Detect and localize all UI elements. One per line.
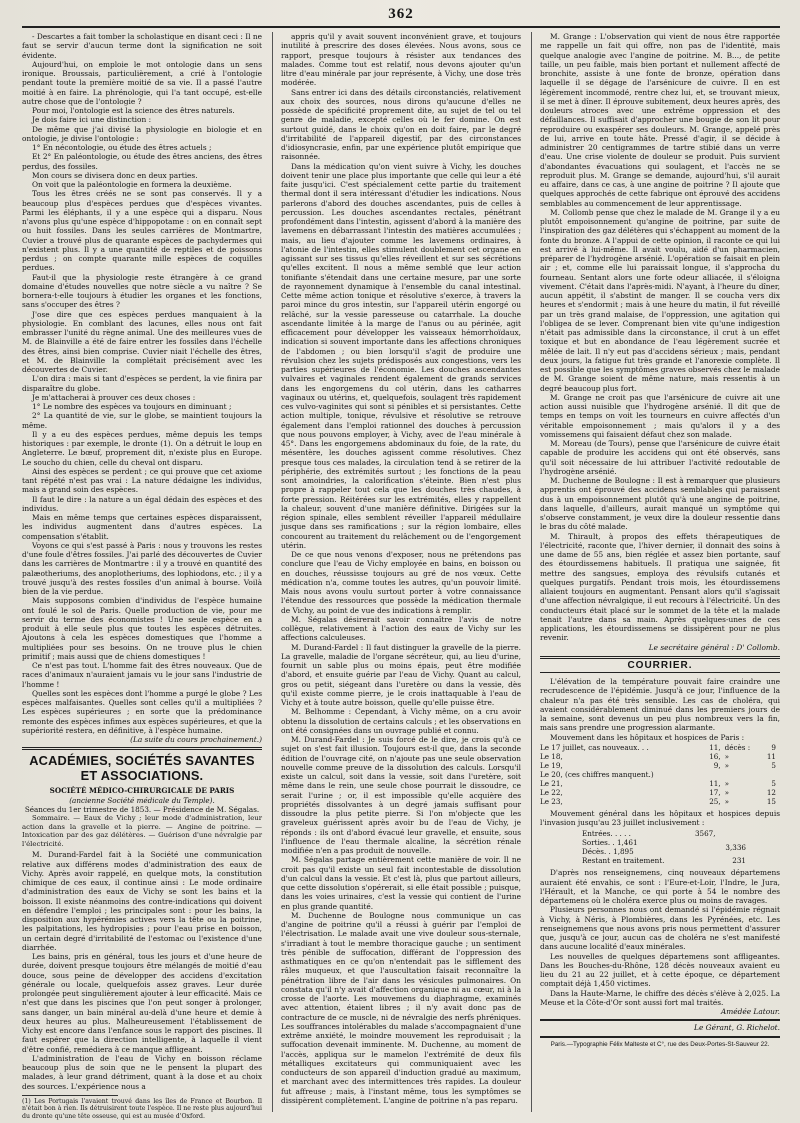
paragraph: 2° La quantité de vie, sur le globe, se maintient toujours la même. (22, 411, 262, 430)
totals-table (580, 829, 748, 865)
stats-row (540, 770, 780, 779)
stats-date: Le 21, (540, 778, 563, 788)
paragraph: 1° Le nombre des espèces va toujours en diminuant ; (32, 402, 232, 411)
paragraph: Aujourd'hui, on emploie le mot ontologie dans un sens ironique. Broussais, particulièrement, a crié à l'ontologie pendant toute la première moitié de sa vie. Il a passé l'autre moitié à en faire. La phrénologie, qui l'a tant occupé, est-elle autre chose que de l'ontologie ? (22, 59, 262, 106)
stats-date: Le 22, (540, 787, 563, 797)
society-former-name: (ancienne Société médicale du Temple). (69, 795, 215, 805)
courrier-signature: Amédée Latour. (720, 1007, 780, 1016)
paragraph: M. Thirault, à propos des effets thérapeutiques de l'électricité, raconte que, l'hiver dernier, il donnait des soins à une dame de 55 ans, bien réglée et assez bien portante, sauf des étourdissemens habituels. Il pratiqua une saignée, fit mettre des sangsues, employa des révulsifs cutanés et quelques purgatifs. Pendant trois mois, les étourdissemens allaient toujours en augmentant. Pensant alors qu'il s'agissait d'une affection névralgique, il eut recours à l'électricité. Un des conducteurs était placé sur le sommet de la tête et la malade tenait l'autre dans sa main. Après quelques-unes de ces applications, les étourdissemens se dissipèrent pour ne plus revenir. (540, 531, 780, 643)
paragraph: Quelles sont les espèces dont l'homme a purgé le globe ? Les espèces malfaisantes. Quelles sont celles qu'il a multipliées ? Les espèces supérieures ; en sorte que la prédominance remonte des espèces infimes aux espèces supérieures, et que la supériorité restera, en définitive, à l'espèce humaine. (22, 688, 262, 735)
stats-row (540, 761, 780, 770)
paragraph: Je dois faire ici une distinction : (32, 115, 152, 125)
stats-row (540, 743, 780, 752)
stats-date: Le 23, (540, 796, 563, 806)
stats-deaths: 5 (771, 778, 776, 788)
summary: Sommaire. — Eaux de Vichy ; leur mode d'administration, leur action dans la gravelle et la pierre. — Angine de poitrine. — Intoxication par des gaz délétères. — Guérison d'une névralgie par l'électricité. (22, 814, 262, 848)
stats-deaths: 15 (766, 796, 776, 806)
columns (22, 32, 780, 1121)
paragraph: M. Durand-Fardel : Il faut distinguer la gravelle de la pierre. La gravelle, maladie de l'organe sécréteur, qui, au lieu d'urine, fournit un sable plus ou moins épais, peut être modifiée d'abord, et ensuite guérie par l'eau de Vichy. Quant au calcul, gros ou petit, siégeant dans l'uretère ou dans la vessie, dès qu'il existe comme pierre, je le crois inattaquable à l'eau de Vichy et à toute autre boisson, quelle qu'elle puisse être. (281, 642, 521, 707)
stats-deaths-label (725, 770, 762, 779)
paragraph: M. Durand-Fardel fait à la Société une communication relative aux différens modes d'administration des eaux de Vichy. Après avoir rappelé, en quelque mots, la constitution chimique de ces eaux, il continue ainsi : Le mode ordinaire d'administration des eaux de Vichy se sont les bains et la boisson. Il existe néanmoins des contre-indications qui doivent en défendre l'emploi ; les principales sont : pour les bains, la disposition aux hypérémies actives vers la tête ou la poitrine, les palpitations, les hydropisies ; pour l'eau prise en boisson, un certain degré d'irritabilité de l'estomac ou l'existence d'une diarrhée. (22, 850, 262, 952)
courrier-header (540, 656, 780, 673)
lecture-text (22, 32, 262, 735)
paragraph: Il y a eu des espèces perdues, même depuis les temps historiques : par exemple, le dronte (1). On a détruit le loup en Angleterre. Le bœuf, proprement dit, n'existe plus en Europe. Le soucho du chien, celle du cheval ont disparu. (22, 429, 262, 467)
column-3 (531, 32, 780, 1112)
footnote: (1) Les Portugais l'avaient trouvé dans les îles de France et Bourbon. Il n'était bon à rien. Ils détruisirent toute l'espèce. Il ne reste plus aujourd'hui du dronte qu'une tête osseuse, qui est au musée d'Oxford. (22, 1097, 262, 1121)
stats-cases: 17, (709, 787, 721, 797)
discussion-text (540, 32, 780, 643)
paragraph: Ce n'est pas tout. L'homme fait des êtres nouveaux. Que de races d'animaux n'auraient jamais vu le jour sans l'industrie de l'homme ! (22, 661, 262, 689)
paragraph: Et 2° En paléontologie, ou étude des êtres anciens, des êtres perdus, des fossiles. (22, 152, 262, 171)
paragraph: Pour moi, l'ontologie est la science des êtres naturels. (32, 106, 235, 115)
header-rule (22, 26, 780, 28)
paragraph: L'administration de l'eau de Vichy en boisson réclame beaucoup plus de soin que ne le pensent la plupart des malades, à leur grand détriment, quant à la dose et au choix des sources. L'expérience nous a (22, 1053, 262, 1091)
academies-heading: ACADÉMIES, SOCIÉTÉS SAVANTES ET ASSOCIATIONS. (29, 753, 255, 784)
paragraph: Mais supposons combien d'individus de l'espèce humaine ont foulé le sol de Paris. Quelle production de vie, pour me servir du terme des économistes ! Une seule espèce en a produit à elle seule plus que toutes les espèces détruites. Ajoutons à cela les espèces domestiques que l'homme a multipliées pour ses besoins. On ne trouve plus le chien primitif ; mais aussi que de chiens domestiques ! (22, 596, 262, 661)
stats-row (540, 752, 780, 761)
footer-rule (540, 1019, 780, 1021)
entries-row (580, 829, 748, 838)
stats-row (540, 779, 780, 788)
paragraph: De même que j'ai divisé la physiologie en biologie et en ontologie, je divise l'ontologie : (22, 124, 262, 143)
paragraph: Il faut le dire : la nature a un égal dédain des espèces et des individus. (22, 494, 262, 513)
society-name: SOCIÉTÉ MÉDICO-CHIRURGICALE DE PARIS (49, 786, 235, 796)
gerant-signature: Le Gérant, G. Richelot. (694, 1023, 780, 1033)
secretary-signature: Le secrétaire général : D' Collomb. (648, 642, 780, 652)
stats-deaths-label: décès : (724, 742, 751, 752)
paragraph: M. Durand-Fardel : Je suis forcé de le dire, je crois qu'à ce sujet on s'est fait illusion. Toujours est-il que, dans la seconde édition de l'ouvrage cité, on n'ajoute pas une seule observation nouvelle comme preuve de la dissolution des calculs. Lorsqu'il existe un calcul, soit dans la vessie, soit dans l'uretère, soit même dans le rein, une seule chose pourrait le dissoudre, ce serait l'urine ; or, il est impossible qu'elle acquière des propriétés dissolvantes à un degré jamais suffisant pour dissoudre la plus petite pierre. Si l'on m'objecte que les graveleux guérissent après avoir bu de l'eau de Vichy, je réponds : ils ont d'abord évacué leur gravelle, et ensuite, sous l'influence de l'eau thermale alcaline, la sécrétion rénale modifiée n'en a pas produit de nouvelle. (281, 735, 521, 855)
exits-label: Sorties. . 1,461 (582, 838, 638, 848)
stats-date: Le 17 juillet, cas nouveaux. . . (540, 742, 649, 752)
stats-deaths (761, 770, 780, 779)
paragraph: Sans entrer ici dans des détails circonstanciés, relativement aux choix des sources, nous dirons qu'aucune d'elles ne possède de spécificité proprement dite, au sujet de tel ou tel genre de maladie, excepté celles où le fer domine. On est surtout guidé, dans le choix qu'on en doit faire, par le degré d'irritabilité de l'appareil digestif, par des circonstances d'idiosyncrasie, enfin, par une expérience plutôt empirique que raisonnée. (281, 87, 521, 162)
deaths-label: Décès. . 1,895 (582, 847, 634, 857)
page-number: 362 (388, 6, 414, 22)
stats-cases: 25, (709, 796, 721, 806)
stats-deaths: 5 (771, 760, 776, 770)
stats-deaths-label: » (724, 778, 730, 788)
stats-deaths: 12 (766, 787, 776, 797)
paragraph: M. Moreau (de Tours), pense que l'arsénicure de cuivre était capable de produire les accidens qui ont été observés, sans qu'il soit nécessaire de lui attribuer l'activité redoutable de l'hydrogène arsénié. (540, 439, 780, 476)
paragraph: Les bains, pris en général, tous les jours et d'une heure de durée, doivent presque toujours être mélangés de moitié d'eau douce, sous peine de développer des accidens d'excitation générale ou locale, quelquefois assez graves. Leur durée prolongée peut singulièrement ajouter à leur efficacité. Mais ce n'est que dans les piscines que l'on peut songer à prolonger, sans danger, un bain minéral au-delà d'une heure et demie à deux heures au plus. Malheureusement l'établissement de Vichy est encore dans l'enfance sous le rapport des piscines. Il faut espérer que la direction intelligente, à laquelle il vient d'être confié, remédiera à ce manque affligeant. (22, 952, 262, 1054)
session-info: Séances du 1er trimestre de 1853. — Présidence de M. Ségalas. (24, 804, 260, 814)
paragraph: M. Collomb pense que chez le malade de M. Grange il y a eu plutôt empoisonnement qu'angine de poitrine, par suite de l'inspiration des gaz délétères qui s'échappent au moment de la fonte du bronze. A l'appui de cette opinion, il raconte ce qui lui est arrivé à lui-même. Il avait voulu, aidé d'un pharmacien, préparer de l'hydrogène arsénié. L'opération se faisait en plein air ; et, comme elle lui paraissait longue, il s'approcha du fourneau. Sentant alors une forte odeur alliacée, il s'éloigna vivement. C'était dans l'après-midi. N'ayant, à l'heure du dîner, aucun appétit, il s'abstint de manger. Il se coucha vers dix heures et s'endormit ; mais à une heure du matin, il fut réveillé par un très grand malaise, de l'oppression, une agitation qui l'obligea de se lever. Comprenant bien vite qu'une indigestion n'était pas admissible dans la circonstance, il crut à un effet toxique et but en abondance de l'eau légèrement sucrée et mêlée de lait. Il n'y eut pas d'accidens sérieux ; mais, pendant deux jours, la fatigue fut très grande et l'anorexie complète. Il est possible que les symptômes graves observés chez le malade de M. Grange soient de même nature, mais ressentis à un degré beaucoup plus fort. (540, 207, 780, 393)
stats-deaths: 9 (771, 742, 776, 752)
paragraph: De ce que nous venons d'exposer, nous ne prétendons pas conclure que l'eau de Vichy employée en bains, en boisson ou en douches, réussisse toujours au gré de nos vœux. Cette médication n'a, comme toutes les autres, qu'un pouvoir limité. Mais nous avons voulu surtout porter à votre connaissance l'étendue des ressources que possède la médication thermale de Vichy, au point de vue des indications à remplir. (281, 550, 521, 615)
paragraph: M. Ségalas désirerait savoir connaître l'avis de notre collègue, relativement à l'action des eaux de Vichy sur les affections calculeuses. (281, 614, 521, 643)
entries-value: 3567, (694, 829, 716, 839)
stats-cases (703, 770, 725, 779)
paragraph: - Descartes a fait tomber la scholastique en disant ceci : Il ne faut se servir d'aucun terme dont la signification ne soit évidente. (22, 32, 262, 60)
paragraph: L'élévation de la température pouvait faire craindre une recrudescence de l'épidémie. Jusqu'à ce jour, l'influence de la chaleur n'a pas été très sensible. Les cas de choléra, qui avaient considérablement diminué dans les premiers jours de la semaine, sont devenus un peu plus nombreux vers la fin, mais sans prendre une progression alarmante. (540, 677, 780, 733)
paragraph: Je m'attacherai à prouver ces deux choses : (32, 392, 196, 402)
vichy-text (281, 32, 521, 1105)
paragraph: Ainsi des espèces se perdent ; ce qui prouve que cet axiome tant répété n'est pas vrai : La nature dédaigne les individus, mais a grand soin des espèces. (22, 466, 262, 495)
paragraph: Faut-il que la physiologie reste étrangère à ce grand domaine d'études nouvelles que notre siècle a vu naître ? Se bornera-t-elle toujours à étudier les organes et les fonctions, sans s'occuper des êtres ? (22, 272, 262, 310)
paragraph: D'après nos renseignemens, cinq nouveaux départemens auraient été envahis, ce sont : l'Eure-et-Loir, l'Indre, le Jura, l'Hérault, et la Manche, ce qui porte à 54 le nombre des départemens où le choléra exerce plus ou moins de ravages. (540, 868, 780, 905)
paragraph: M. Duchenne de Boulogne : Il est à remarquer que plusieurs apprentis ont éprouvé des accidens semblables qui paraissent dus à un empoisonnement plutôt qu'à une angine de poitrine, dans laquelle, d'ailleurs, aurait manqué un symptôme qui s'observe constamment, je veux dire la douleur ressentie dans le bras du côté malade. (540, 476, 780, 532)
paragraph: M. Grange : L'observation qui vient de nous être rapportée me rappelle un fait qui offre, non pas de l'identité, mais quelque analogie avec l'angine de poitrine. M. B..., de petite taille, un peu faible, mais bien portant et nullement affecté de bronchite, assiste à une fonte de bronze, opération dans laquelle il se dégage de l'arsénicure de cuivre. Il en est légèrement incommodé, rentre chez lui, et, se trouvant mieux, il se met à dîner. Il éprouve subitement, deux heures après, des douleurs atroces avec une extrême oppression et des défaillances. Il suffisait d'approcher une bougie de son lit pour reproduire ou exaspérer ses douleurs. M. Grange, appelé près de lui, arrive en toute hâte. Pressé d'agir, il se décide à administrer 20 centigrammes de tartre stibié dans un verre d'eau. Une crise violente de douleur se produit. Puis survient d'abondantes évacuations qui soulagent, et l'accès ne se reproduit plus. M. Grange se demande, aujourd'hui, s'il aurait eu affaire, dans ce cas, à une angine de poitrine ? Il ajoute que quelques approchés de cette fabrique ont éprouvé des accidens semblables au commencement de leur apprentissage. (540, 32, 780, 208)
column-1 (22, 32, 263, 1121)
paragraph: Tous les êtres créés ne se sont pas conservés. Il y a beaucoup plus d'espèces perdues que d'espèces vivantes. Parmi les éléphants, il y a une espèce qui a disparu. Nous n'avons plus qu'une espèce d'hippopotame : on en connaît sept ou huit fossiles. Dans les seules carrières de Montmartre, Cuvier a trouvé plus de quarante espèces de pachydermes qui n'existent plus. Il y a une quantité de reptiles et de poissons perdus ; on compte quarante mille espèces de coquilles perdues. (22, 189, 262, 273)
stats-deaths-label: » (724, 796, 730, 806)
paragraph: appris qu'il y avait souvent inconvénient grave, et toujours inutilité à prescrire des doses élevées. Nous avons, sous ce rapport, presque toujours à résister aux tendances des malades. Comme tout est relatif, nous devons ajouter qu'un litre d'eau minérale par jour représente, à Vichy, une dose très modérée. (281, 32, 521, 88)
paragraph: Les nouvelles de quelques départemens sont affligeantes. Dans les Bouches-du-Rhône, 128 décès nouveaux avaient eu lieu du 21 au 22 juillet, et à cette époque, ce département comptait déjà 1,450 victimes. (540, 951, 780, 989)
paragraph: Plusieurs personnes nous ont demandé si l'épidémie régnait à Vichy, à Néris, à Plombières, dans les Pyrénées, etc. Les renseignemens que nous avons pris nous permettent d'assurer que, jusqu'à ce jour, aucun cas de choléra ne s'est manifesté dans aucune localité d'eaux minérales. (540, 905, 780, 952)
column-2 (272, 32, 521, 1112)
imprint-rule (540, 1036, 780, 1038)
stats-date: Le 20, (ces chiffres manquent.) (540, 769, 654, 779)
paragraph: Voyons ce qui s'est passé à Paris : nous y trouvons les restes d'une foule d'êtres fossiles. J'ai parlé des découvertes de Cuvier dans les carrières de Montmartre : il y a trouvé en quantité des palæotheriums, des anoplotheriums, des lophiodons, etc. ; il y a trouvé jusqu'à des restes fossiles d'un animal à bourse. Voilà bien de la vie perdue. (22, 540, 263, 596)
remaining-row (580, 856, 748, 865)
paragraph: Mais en même temps que certaines espèces disparaissent, les individus augmentent dans d'autres espèces. La compensation s'établit. (22, 513, 262, 541)
footnote-rule (22, 1095, 118, 1096)
general-movement: Mouvement général dans les hôpitaux et hospices depuis l'invasion jusqu'au 23 juillet inclusivement : (540, 808, 780, 827)
stats-row (540, 797, 780, 806)
courrier-text (540, 677, 780, 742)
stats-deaths-label: » (724, 787, 730, 797)
to-be-continued: (La suite du cours prochainement.) (130, 735, 262, 744)
paragraph: Dans la Haute-Marne, le chiffre des décès s'élève à 2,025. La Meuse et la Côte-d'Or sont aussi fort mal traités. (540, 988, 780, 1007)
stats-deaths: 11 (766, 751, 776, 761)
stats-cases: 11, (709, 742, 721, 752)
paragraph: M. Duchenne de Boulogne nous communique un cas d'angine de poitrine qu'il a réussi à guérir par l'emploi de l'électrisation. Le malade avait une vive douleur sous-sternale, s'irradiant à tout le membre thoracique gauche ; un sentiment très pénible de suffocation, différant de l'oppression des asthmatiques en ce qu'on n'entendait pas le sifflement des râles muqueux, et que l'auscultation faisait reconnaître la pénétration libre de l'air dans les vésicules pulmonaires. On constata qu'il n'y avait d'affection organique ni au cœur, ni à la crosse de l'aorte. Les mouvemens du diaphragme, examinés avec attention, étaient libres ; il n'y avait donc pas de contracture de ce muscle, ni de névralgie des nerfs phréniques. Les souffrances intolérables du malade s'accompagnaient d'une extrême anxiété, le moindre mouvement les reproduisait ; la suffocation devenait imminente. M. Duchenne, au moment de l'accès, appliqua sur le mamelon l'extrémité de deux fils métalliques excitateurs qui communiquaient avec les conducteurs de son appareil d'induction gradué au maximum, et marchant avec des intermittences très rapides. La douleur fut affreuse ; mais, à l'instant même, tous les symptômes se dissipèrent complètement. L'angine de poitrine n'a pas reparu. (281, 910, 521, 1105)
paragraph: J'ose dire que ces espèces perdues manquaient à la physiologie. En comblant des lacunes, elles nous ont fait embrasser l'unité du règne animal. Une des meilleures vues de M. de Blainville a été de faire entrer les fossiles dans l'échelle des êtres, ainsi bien comprise. Cuvier niait l'échelle des êtres, et M. de Blainville la complétait précisément avec les découvertes de Cuvier. (22, 309, 262, 374)
stats-cases: 11, (709, 778, 721, 788)
paragraph: Dans la médication qu'on vient suivre à Vichy, les douches doivent tenir une place plus importante que celle qui leur a été faite jusqu'ici. C'est spécialement cette partie du traitement thermal dont il sera intéressant d'étudier les indications. Nous parlerons d'abord des douches ascendantes, puis de celles à percussion. Les douches ascendantes rectales, pénétrant profondément dans l'intestin, agissent d'abord à la manière des lavemens en débarrassant l'intestin des matières accumulées ; mais, au lieu d'ajouter comme les lavemens ordinaires, à l'atonie de l'intestin, elles stimulent doublement cet organe en agissant sur ses tissus qu'elles réveillent et sur ses sécrétions qu'elles excitent. Il nous a même semblé que leur action tonifiante s'étendait dans une certaine mesure, par une sorte de rayonnement dynamique à l'ensemble du canal intestinal. Cette même action tonique et résolutive s'exerce, à travers la paroi mince du gros intestin, sur l'appareil utérin engorgé ou relâché, sur la vessie paresseuse ou catarrhale. La douche ascendante limitée à la marge de l'anus ou au périnée, agit efficacement pour développer les vaisseaux hémorrhoïdaux, indication si souvent importante dans les affections chroniques de l'abdomen ; ou bien lorsqu'il s'agit de produire une révulsion chez les sujets prédisposés aux congestions, vers les parties supérieures de l'économie. Les douches ascendantes vulvaires et vaginales rendent également de grands services dans les engorgemens du col utérin, dans les catharres vaginaux ou utérins, et, quelquefois, soulagent très rapidement ces vulvo-vaginites qui sont si pénibles et si persistantes. Cette action multiple, tonique, révulsive et résolutive se retrouve également dans l'emploi rationnel des douches à percussion que nous pouvons employer, à Vichy, avec de l'eau minérale à 45°. Dans les engorgemens abdominaux du foie, de la rate, du mésentère, les douches agissent comme résolutives. Chez presque tous ces malades, la circulation tend à se retirer de la périphérie, des extrémités surtout ; les fonctions de la peau sont amoindries, la calorification s'éteinte. Bien n'est plus propre à rappeler tout cela que les douches très chaudes, à forte pression. Réitérées sur les extrémités, elles y rappellent la chaleur, souvent d'une manière définitive. Dirigées sur la région spinale, elles semblent réveiller l'appareil médullaire jusque dans ses ramifications ; sur la région lombaire, elles concourent au traitement du relâchement ou de l'engorgement utérin. (281, 161, 521, 550)
stats-cases: 16, (709, 751, 721, 761)
paragraph: 1° En nécontologie, ou étude des êtres actuels ; (32, 143, 212, 152)
cholera-stats-table (540, 743, 780, 806)
paragraph: Mon cours se divisera donc en deux parties. (32, 170, 198, 180)
stats-cases: 9, (713, 760, 721, 770)
paragraph: M. Belhomme : Cependant, à Vichy même, on a cru avoir obtenu la dissolution de certains calculs ; et les observations en ont été consignées dans un ouvrage publié et connu. (281, 707, 521, 735)
remaining-value: 231 (732, 856, 746, 866)
printer-imprint: Paris.—Typographie Félix Malteste et C°, rue des Deux-Portes-St-Sauveur 22. (550, 1040, 770, 1048)
stats-date: Le 18, (540, 751, 563, 761)
paragraph: Mouvement dans les hôpitaux et hospices de Paris : (550, 732, 745, 742)
stats-deaths-label: » (724, 751, 730, 761)
courrier-text-2 (540, 868, 780, 1007)
stats-date: Le 19, (540, 760, 563, 770)
remaining-label: Restant en traitement. (582, 856, 665, 866)
exits-row (580, 838, 748, 847)
paragraph: M. Grange ne croit pas que l'arsénicure de cuivre ait une action aussi nuisible que l'hydrogène arsénié. Il dit que de temps en temps on voit les tourneurs en cuivre affectés d'un véritable empoisonnement ; mais qu'alors il y a des vomissemens qui faisaient défaut chez son malade. (540, 392, 780, 439)
paragraph: L'on dira : mais si tant d'espèces se perdent, la vie finira par disparaître du globe. (22, 374, 262, 393)
courrier-title: COURRIER. (627, 659, 693, 671)
stats-row (540, 788, 780, 797)
paragraph: On voit que la paléontologie en formera la deuxième. (32, 180, 232, 189)
stats-deaths-label: » (724, 760, 730, 770)
entries-label: Entrées. . . . . (582, 829, 631, 839)
section-rule (22, 747, 262, 750)
society-text (22, 850, 262, 1091)
exits-deaths-total: 3,336 (725, 842, 746, 852)
paragraph: M. Ségalas partage entièrement cette manière de voir. Il ne croit pas qu'il existe un seul fait incontestable de dissolution d'un calcul dans la vessie. Et c'est là, plus que partout ailleurs, que cette dissolution s'opérerait, si elle était possible ; puisque, dans les voies urinaires, c'est la vessie qui contient de l'urine en plus grande quantité. (281, 855, 521, 911)
